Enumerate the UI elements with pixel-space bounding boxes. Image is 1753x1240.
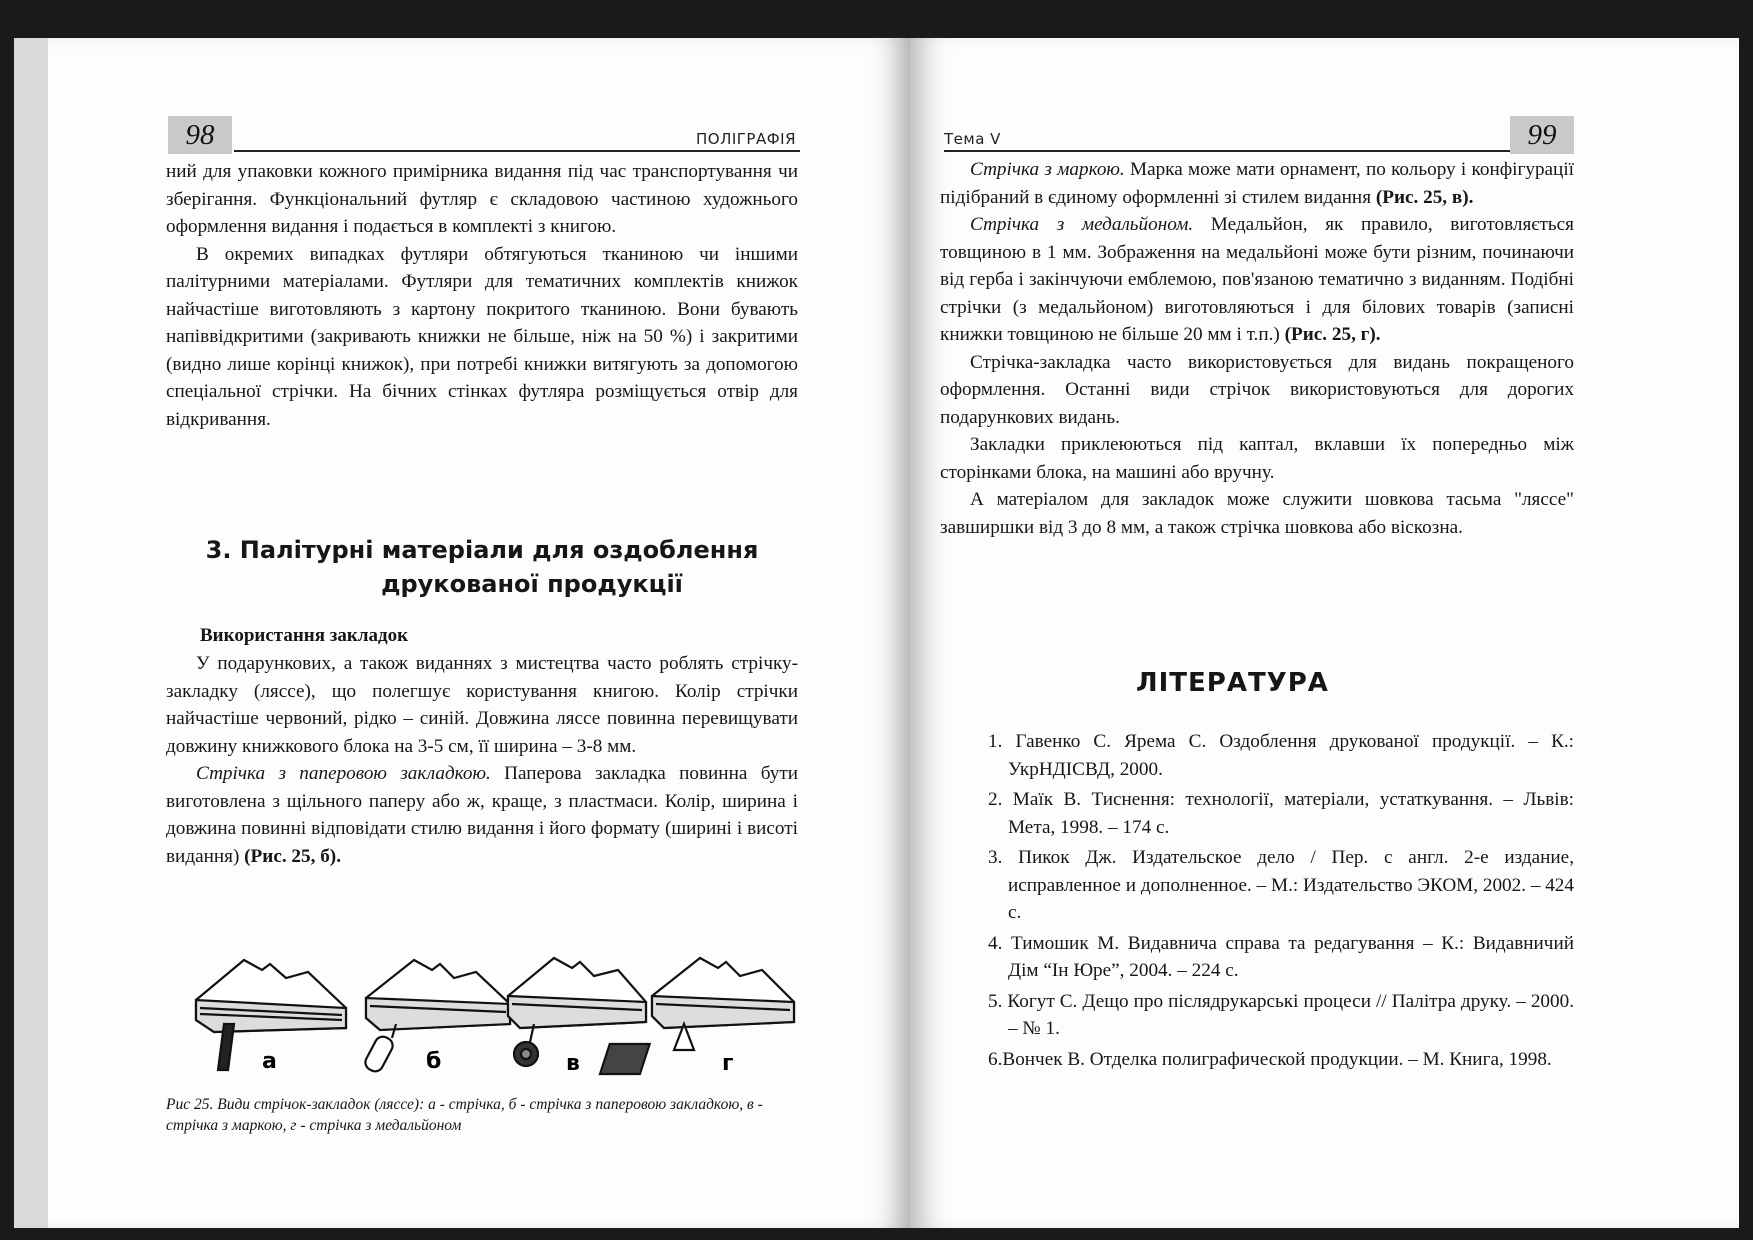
italic-lead: Стрічка з маркою. xyxy=(970,159,1125,180)
paragraph: ний для упаковки кожного примірника видання під час транспортування чи зберігання. Функціональний футляр є складовою частиною художнього оформлення видання і подається в комплекті з книгою. xyxy=(166,161,798,237)
subheading: Використання закладок xyxy=(200,625,409,646)
paragraph: А матеріалом для закладок може служити шовкова тасьма "ляссе" завширшки від 3 до 8 мм, а також стрічка шовкова або віскозна. xyxy=(940,489,1574,538)
paragraph-body: Паперова закладка повинна бути виготовлена з щільного паперу або ж, краще, з пластмаси. Колір, ширина і довжина повинні відповідати стилю видання і його формату (ширині і висоті видання) xyxy=(166,763,798,867)
figure-reference: (Рис. 25, б). xyxy=(244,845,341,867)
right-page xyxy=(910,38,1739,1228)
body-text xyxy=(940,156,1574,541)
figure-reference: (Рис. 25, в). xyxy=(1375,186,1474,208)
paragraph: У подарункових, а також виданнях з мистецтва часто роблять стрічку-закладку (ляссе), що полегшує користування книгою. Колір стрічки найчастіше червоний, рідко – синій. Довжина ляссе повинна перевищувати довжину книжкового блока на 3-5 см, її ширина – 3-8 мм. xyxy=(166,653,798,757)
literature-item: 5. Когут С. Дещо про післядрукарські процеси // Палітра друку. – 2000. – № 1. xyxy=(988,990,1574,1039)
section-heading xyxy=(166,533,798,601)
figure-label-v: в xyxy=(566,1051,580,1076)
literature-item: 2. Маїк В. Тиснення: технології, матеріали, устаткування. – Львів: Мета, 1998. – 174 с. xyxy=(988,789,1574,838)
paragraph-body: Марка може мати орнамент, по кольору і конфігурації підібраний в єдиному оформленні зі стилем видання xyxy=(940,159,1574,208)
italic-lead: Стрічка з паперовою закладкою. xyxy=(196,763,491,784)
figure-reference: (Рис. 25, г). xyxy=(1284,324,1381,345)
figure-label-a: а xyxy=(262,1049,277,1074)
paragraph-body: Медальйон, як правило, виготовляється товщиною в 1 мм. Зображення на медальйоні може бути різним, починаючи від герба і закінчуючи емблемою, пов'язаною тематично з виданням. Подібні стрічки (з медальйоном) виготовляються і для білових товарів (записні книжки товщиною не більше 20 мм і т.п.) xyxy=(940,214,1575,345)
running-head: ПОЛІГРАФІЯ xyxy=(696,130,797,148)
section-heading-line: друкованої продукції xyxy=(381,570,683,598)
literature-title: ЛІТЕРАТУРА xyxy=(1136,668,1329,698)
body-text-bottom xyxy=(166,650,798,870)
literature-item: 4. Тимошик М. Видавнича справа та редагування – К.: Видавничий Дім “Ін Юре”, 2004. – 224 с. xyxy=(988,932,1574,981)
paragraph: Закладки приклеюються під каптал, вклавши їх попередньо між сторінками блока, на машині або вручну. xyxy=(940,434,1574,483)
left-page xyxy=(48,38,910,1228)
literature-item: 3. Пикок Дж. Издательское дело / Пер. с англ. 2-е издание, исправленное и дополненное. – М.: Издательство ЭКОМ, 2002. – 424 с. xyxy=(988,847,1574,923)
paragraph xyxy=(166,760,798,870)
literature-item: 6.Вончек В. Отделка полиграфической продукции. – М. Книга, 1998. xyxy=(988,1048,1552,1070)
section-heading-line: 3. Палітурні матеріали для оздоблення xyxy=(205,536,759,564)
running-head: Тема V xyxy=(944,130,1001,148)
paragraph xyxy=(940,156,1574,211)
figure-caption: Рис 25. Види стрічок-закладок (ляссе): а - стрічка, б - стрічка з паперовою закладкою, в - стрічка з маркою, г - стрічка з медальйоном xyxy=(166,1096,763,1134)
figure-label-g: г xyxy=(722,1051,734,1076)
paragraph: В окремих випадках футляри обтягуються тканиною чи іншими палітурними матеріалами. Футляри для тематичних комплектів книжок найчастіше виготовляють з картону покритого тканиною. Вони бувають напіввідкритими (закривають книжки не більше, ніж на 50 %) і закритими (видно лише корінці книжок), при потребі книжки витягують за допомогою спеціальної стрічки. На бічних стінках футляра розміщується отвір для відкривання. xyxy=(166,243,798,430)
paragraph xyxy=(940,211,1574,349)
literature-list xyxy=(960,728,1574,1076)
page-number: 98 xyxy=(168,116,232,154)
header-rule xyxy=(944,150,1512,152)
bookmark-figure xyxy=(174,920,814,1080)
italic-lead: Стрічка з медальйоном. xyxy=(970,214,1194,235)
book-spread xyxy=(14,38,1739,1228)
page-number: 99 xyxy=(1510,116,1574,154)
figure-label-b: б xyxy=(426,1049,442,1074)
literature-item: 1. Гавенко С. Ярема С. Оздоблення друкованої продукції. – К.: УкрНДІСВД, 2000. xyxy=(988,731,1574,780)
paragraph: Стрічка-закладка часто використовується для видань покращеного оформлення. Останні види стрічок використовуються для дорогих подарункових видань. xyxy=(940,351,1574,428)
body-text-top xyxy=(166,158,798,433)
header-rule xyxy=(234,150,800,152)
